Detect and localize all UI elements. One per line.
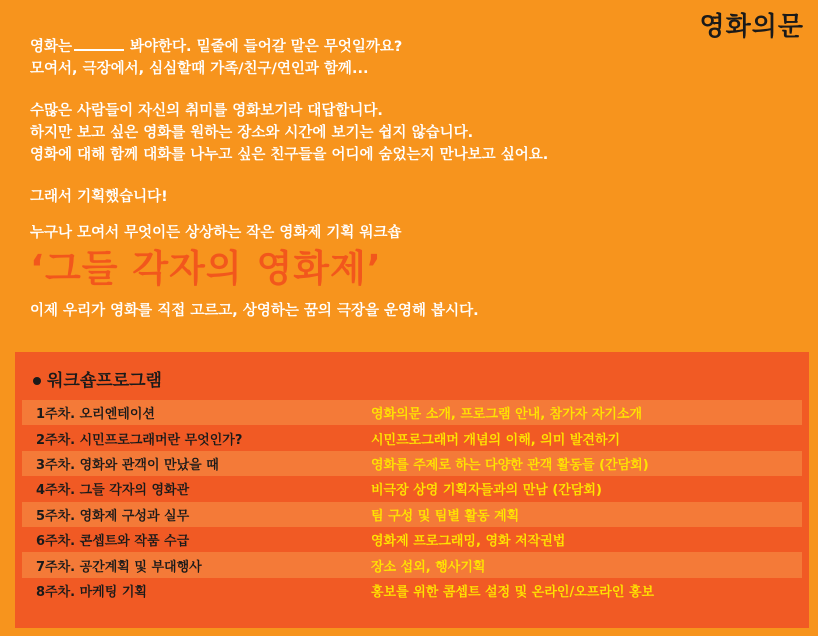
week-description: 시민프로그래머 개념의 이해, 의미 발견하기 (371, 432, 621, 448)
intro-question-end: 봐야한다. 밑줄에 들어갈 말은 무엇일까요? (130, 39, 403, 55)
program-row (22, 527, 802, 552)
week-label: 6주차. 콘셉트와 작품 수급 (36, 534, 190, 550)
program-row (22, 552, 802, 577)
workshop-line: 누구나 모여서 무엇이든 상상하는 작은 영화제 기획 워크숍 (30, 225, 402, 241)
program-row (22, 425, 802, 450)
week-description: 영화의문 소개, 프로그램 안내, 참가자 자기소개 (371, 407, 643, 423)
week-label: 4주차. 그들 각자의 영화관 (36, 483, 190, 499)
week-label: 7주차. 공간계획 및 부대행사 (36, 559, 202, 575)
program-row (22, 451, 802, 476)
week-label: 1주차. 오리엔테이션 (36, 407, 155, 423)
intro-answer: 모여서, 극장에서, 심심할때 가족/친구/연인과 함께... (30, 61, 369, 77)
week-label: 3주차. 영화와 관객이 만났을 때 (36, 457, 219, 473)
program-rows (22, 400, 802, 603)
program-row (22, 476, 802, 501)
intro-paragraph-line-1: 수많은 사람들이 자신의 취미를 영화보기라 대답합니다. (30, 103, 383, 119)
intro-paragraph-line-2: 하지만 보고 싶은 영화를 원하는 장소와 시간에 보기는 쉽지 않습니다. (30, 125, 474, 141)
logo: 영화의문 (699, 12, 804, 42)
program-row (22, 502, 802, 527)
week-label: 2주차. 시민프로그래머란 무엇인가? (36, 432, 243, 448)
week-description: 비극장 상영 기획자들과의 만남 (간담회) (371, 483, 602, 499)
week-label: 8주차. 마케팅 기획 (36, 584, 147, 600)
intro-question-start: 영화는 (30, 39, 73, 55)
blank-underline (74, 37, 124, 51)
program-section (15, 352, 809, 628)
program-title: 워크숍프로그램 (33, 366, 162, 391)
program-row (22, 400, 802, 425)
headline: ‘그들 각자의 영화제’ (30, 247, 382, 290)
program-row (22, 578, 802, 603)
intro-paragraph-line-3: 영화에 대해 함께 대화를 나누고 싶은 친구들을 어디에 숨었는지 만나보고 싶어요. (30, 147, 549, 163)
week-description: 영화를 주제로 하는 다양한 관객 활동들 (간담회) (371, 457, 649, 473)
week-description: 영화제 프로그래밍, 영화 저작권법 (371, 534, 566, 550)
week-description: 홍보를 위한 콤셉트 설정 및 온라인/오프라인 홍보 (371, 584, 655, 600)
bullet-icon (33, 377, 41, 385)
closing-line: 이제 우리가 영화를 직접 고르고, 상영하는 꿈의 극장을 운영해 봅시다. (30, 303, 479, 319)
plan-line: 그래서 기획했습니다! (30, 189, 168, 205)
week-description: 팀 구성 및 팀별 활동 계획 (371, 508, 520, 524)
week-description: 장소 섭외, 행사기획 (371, 559, 486, 575)
week-label: 5주차. 영화제 구성과 실무 (36, 508, 190, 524)
intro-section (30, 36, 790, 322)
intro-question (30, 36, 790, 58)
